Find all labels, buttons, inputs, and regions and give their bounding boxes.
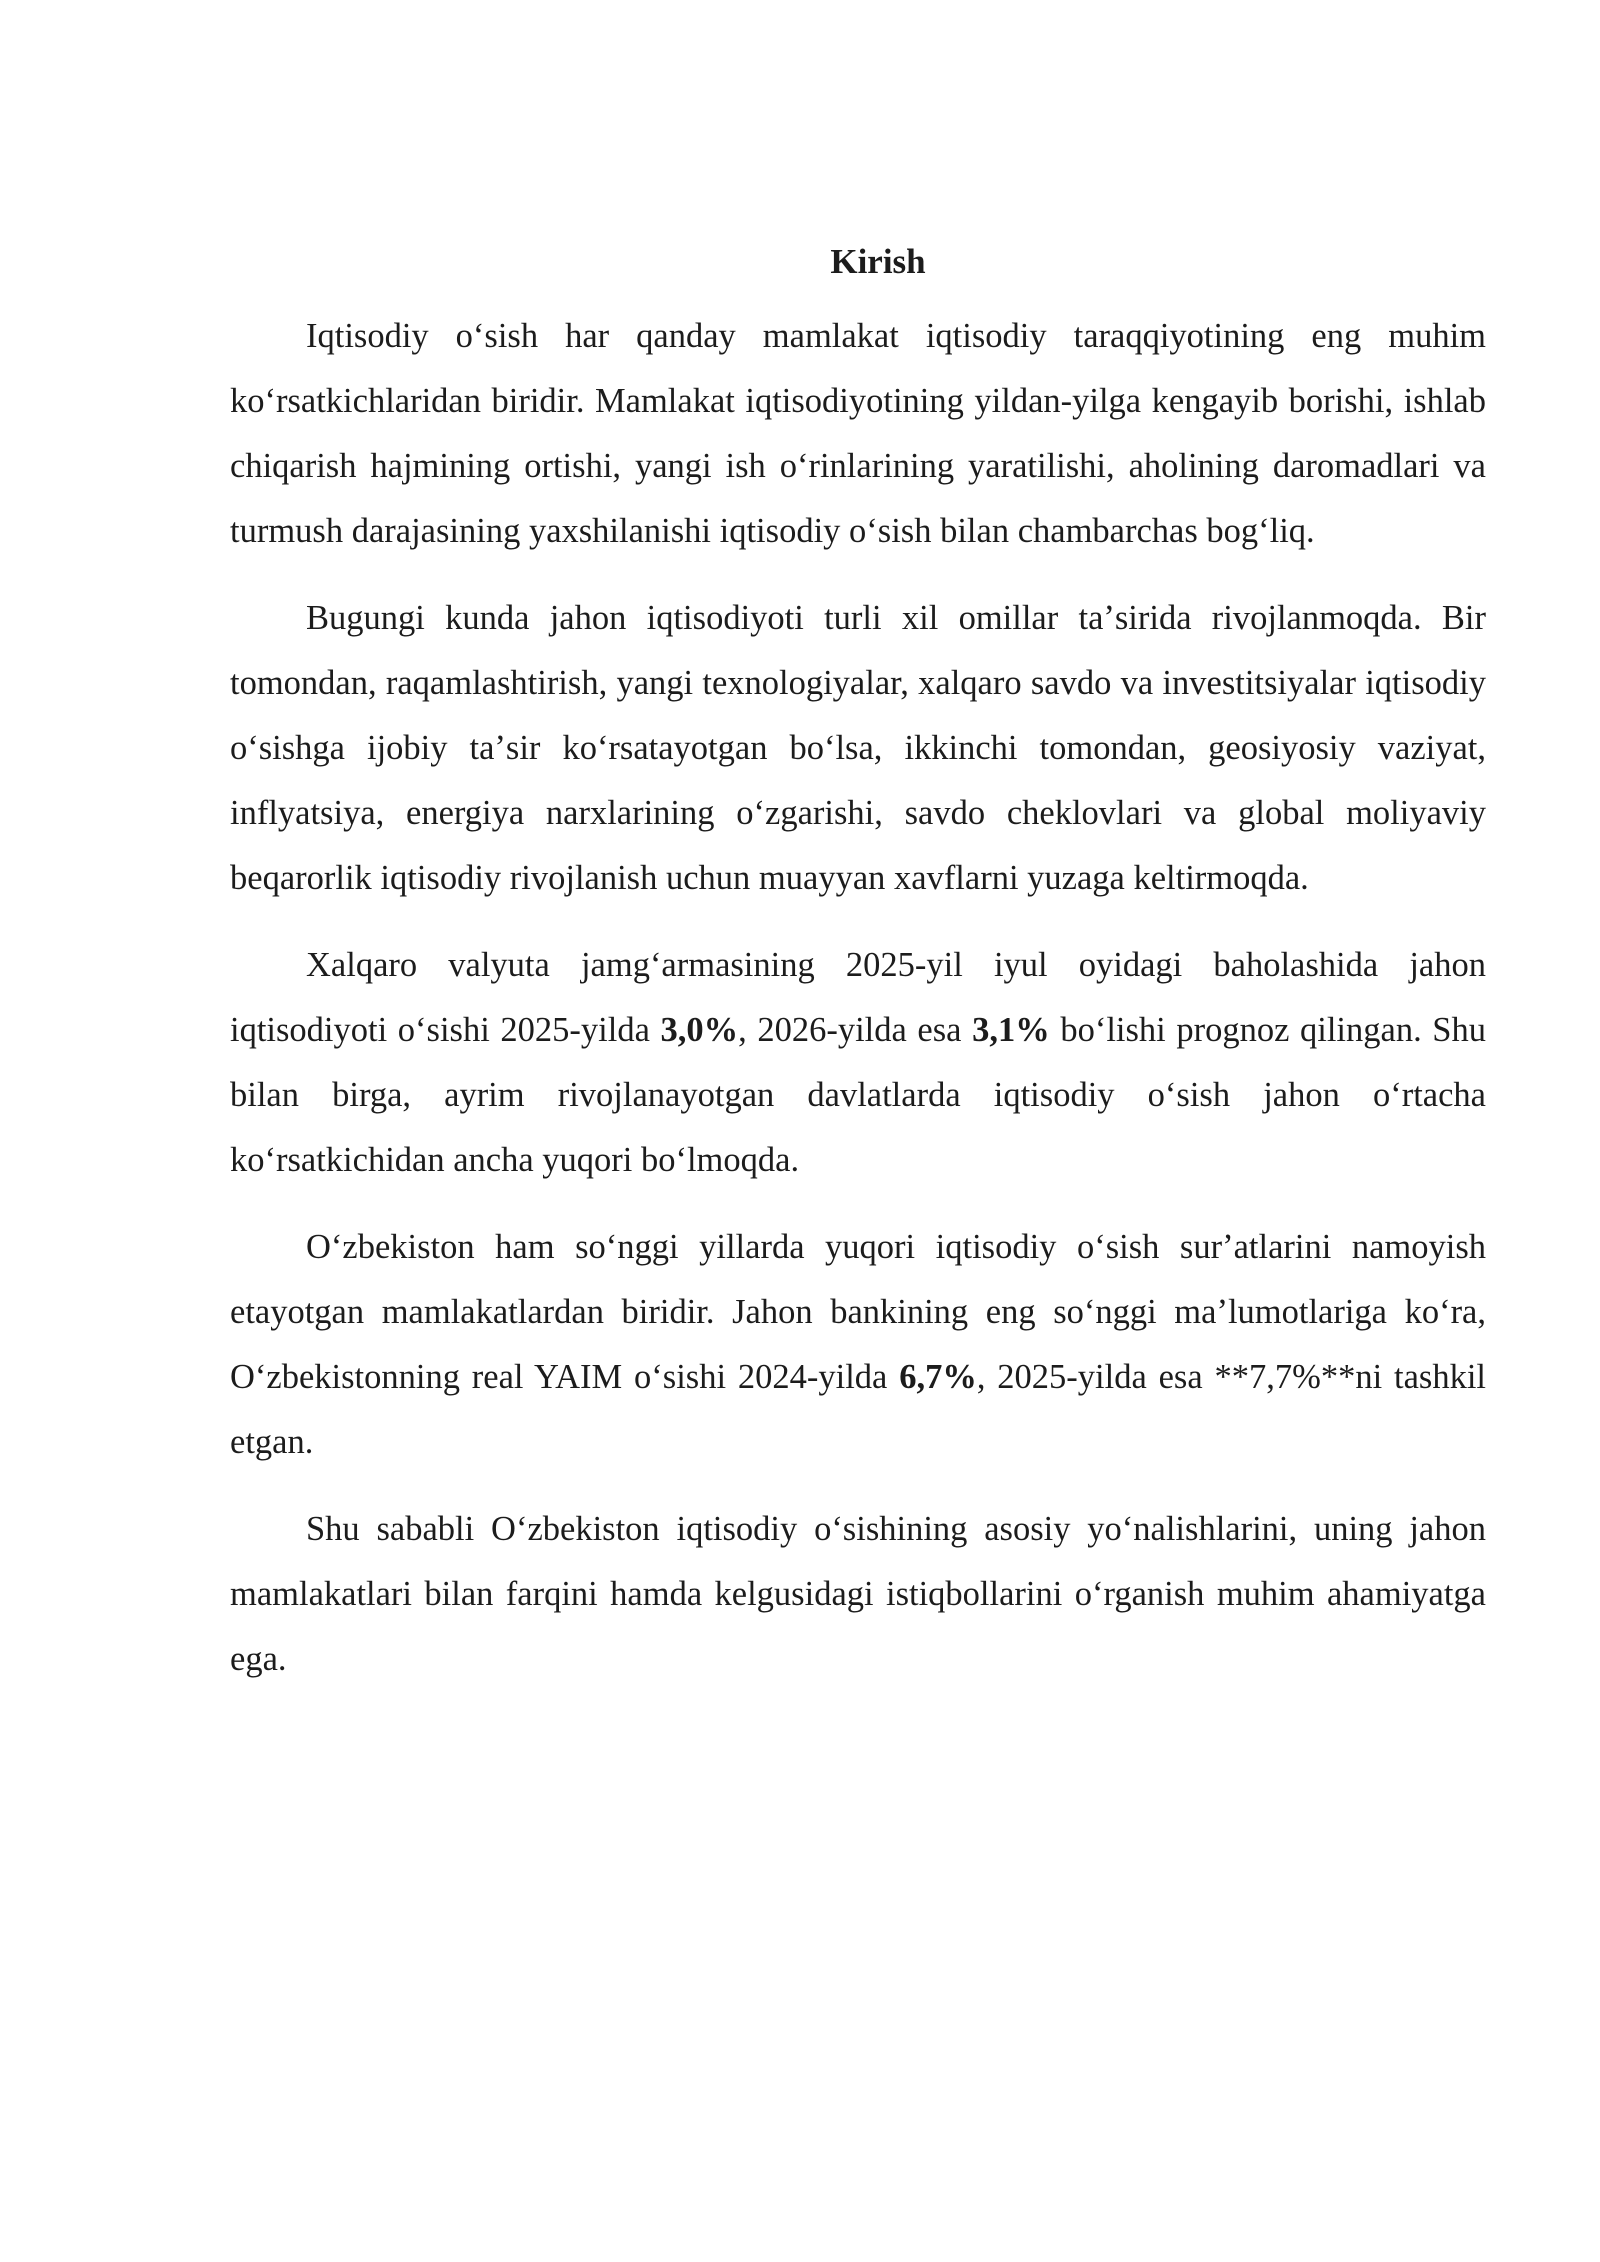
imf-2025-growth-value: 3,0%	[660, 1011, 739, 1049]
paragraph-5	[230, 1497, 1486, 1692]
paragraph-2	[230, 586, 1486, 911]
paragraph-4-text-1: Oʻzbekiston ham soʻnggi yillarda yuqori iqtisodiy oʻsish surʼatlarini namoyish etayotgan mamlakatlardan biridir. Jahon bankining eng soʻnggi maʼlumotlariga koʻra, Oʻzbekistonning real YAIM oʻsishi 2024-yilda	[230, 1228, 1486, 1396]
paragraph-1	[230, 304, 1486, 564]
paragraph-4	[230, 1215, 1486, 1475]
paragraph-3-text-3: boʻlishi prognoz qilingan. Shu bilan birga, ayrim rivojlanayotgan davlatlarda iqtisodiy oʻsish jahon oʻrtacha koʻrsatkichidan ancha yuqori boʻlmoqda.	[230, 1011, 1486, 1179]
paragraph-2-text: Bugungi kunda jahon iqtisodiyoti turli xil omillar taʼsirida rivojlanmoqda. Bir tomondan, raqamlashtirish, yangi texnologiyalar, xalqaro savdo va investitsiyalar iqtisodiy oʻsishga ijobiy taʼsir koʻrsatayotgan boʻlsa, ikkinchi tomondan, geosiyosiy vaziyat, inflyatsiya, energiya narxlarining oʻzgarishi, savdo cheklovlari va global moliyaviy beqarorlik iqtisodiy rivojlanish uchun muayyan xavflarni yuzaga keltirmoqda.	[230, 599, 1486, 897]
paragraph-4-text-2: , 2025-yilda esa **7,7%**ni tashkil etgan.	[230, 1358, 1486, 1461]
paragraph-1-text: Iqtisodiy oʻsish har qanday mamlakat iqtisodiy taraqqiyotining eng muhim koʻrsatkichlaridan biridir. Mamlakat iqtisodiyotining yildan-yilga kengayib borishi, ishlab chiqarish hajmining ortishi, yangi ish oʻrinlarining yaratilishi, aholining daromadlari va turmush darajasining yaxshilanishi iqtisodiy oʻsish bilan chambarchas bogʻliq.	[230, 317, 1486, 550]
imf-2026-growth-value: 3,1%	[972, 1011, 1050, 1049]
paragraph-3-text-2: , 2026-yilda esa	[738, 1011, 973, 1049]
section-title: Kirish	[830, 242, 926, 281]
paragraph-3	[230, 933, 1486, 1193]
document-page	[230, 232, 1486, 1714]
paragraph-5-text: Shu sababli Oʻzbekiston iqtisodiy oʻsishining asosiy yoʻnalishlarini, uning jahon mamlakatlari bilan farqini hamda kelgusidagi istiqbollarini oʻrganish muhim ahamiyatga ega.	[230, 1510, 1486, 1678]
uzbekistan-2024-growth-value: 6,7%	[899, 1358, 977, 1396]
paragraph-3-text-1: Xalqaro valyuta jamgʻarmasining 2025-yil iyul oyidagi baholashida jahon iqtisodiyoti oʻsishi 2025-yilda	[230, 946, 1486, 1049]
